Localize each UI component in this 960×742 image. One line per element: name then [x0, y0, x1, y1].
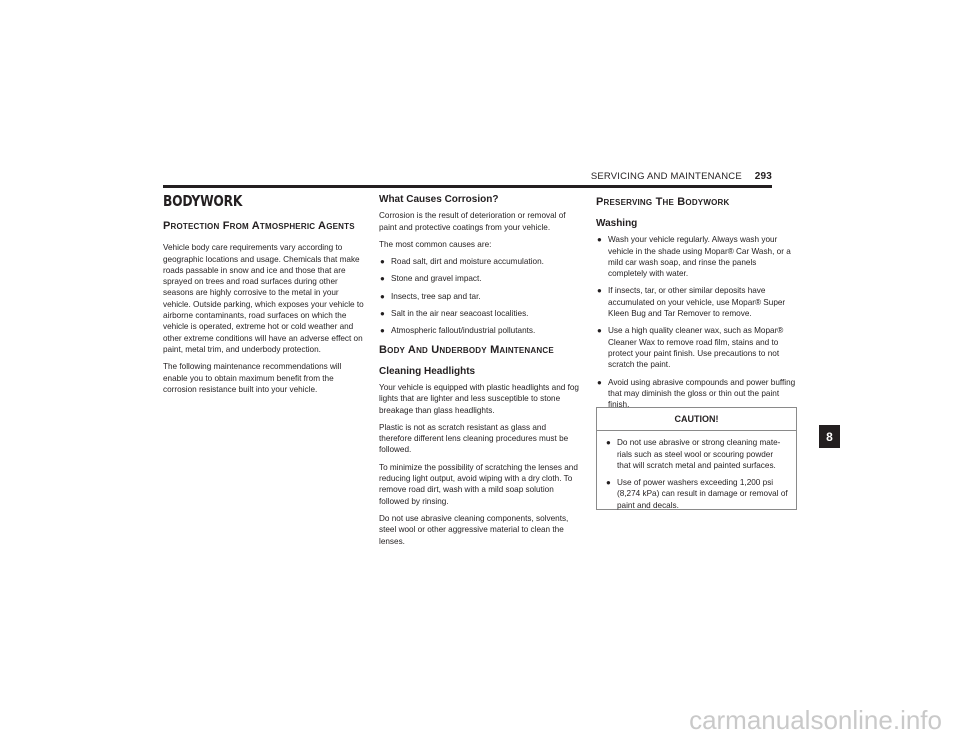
list-item: ● Use a high quality cleaner wax, such as Mopar® Cleaner Wax to remove road film, stains and to protect your paint finish. Use precautions to not scratch the paint.	[597, 326, 784, 370]
column-3	[596, 192, 797, 416]
caution-list	[605, 437, 788, 511]
bullet-icon: ●	[606, 438, 611, 448]
list-item: ● Road salt, dirt and moisture accumulation.	[380, 257, 544, 267]
paragraph: Do not use abrasive cleaning components, solvents, steel wool or other aggressive material to clean the lenses.	[379, 513, 569, 546]
bullet-icon: ●	[597, 377, 602, 387]
paragraph: The following maintenance recommendations will enable you to obtain maximum benefit from the corrosion resistance built into your vehicle.	[163, 362, 342, 394]
paragraph: To minimize the possibility of scratching the lenses and reducing light output, avoid wiping with a dry cloth. To remove road dirt, wash with a mild soap solution followed by rinsing.	[379, 462, 578, 506]
bullet-icon: ●	[597, 286, 602, 296]
bullet-icon: ●	[380, 326, 385, 336]
column-1	[163, 192, 364, 401]
main-title: BODYWORK	[163, 192, 243, 210]
caution-box	[596, 407, 797, 510]
bullet-icon: ●	[380, 257, 385, 267]
caution-title: CAUTION!	[597, 408, 796, 431]
list-item: ● Avoid using abrasive compounds and power buffing that may diminish the gloss or thin out the paint finish.	[597, 377, 796, 410]
list-item: ● Insects, tree sap and tar.	[380, 291, 481, 301]
list-item: ● Atmospheric fallout/industrial pollutants.	[380, 326, 536, 336]
header-rule	[163, 185, 772, 188]
list-item: ● Use of power washers exceeding 1,200 psi (8,274 kPa) can result in damage or removal of paint and decals.	[606, 478, 788, 510]
subhead-cleaning-headlights: Cleaning Headlights	[379, 365, 476, 377]
page-header	[591, 171, 772, 182]
washing-list	[596, 234, 797, 410]
list-item: ● Do not use abrasive or strong cleaning mate-rials such as steel wool or scouring powder that will scratch metal and painted surfaces.	[606, 438, 781, 470]
causes-list	[379, 256, 581, 336]
paragraph: Your vehicle is equipped with plastic headlights and fog lights that are lighter and less susceptible to stone breakage than glass headlights.	[379, 382, 579, 415]
watermark-link[interactable]: carmanualsonline.info	[689, 705, 942, 735]
list-item: ● Salt in the air near seacoast localities.	[380, 309, 529, 319]
list-item: ● If insects, tar, or other similar deposits have accumulated on your vehicle, use Mopar® Super Kleen Bug and Tar Remover to remove.	[597, 286, 786, 319]
paragraph: Vehicle body care requirements vary according to geographic locations and usage. Chemicals that make roads passable in snow and ice and those that are sprayed on trees and road surfaces during other seasons are highly corrosive to the metal in your vehicle. Outside parking, which exposes your vehicle to airborne contaminants, road surfaces on which the vehicle is operated, extreme hot or cold weather and other extreme conditions will have an adverse effect on paint, metal trim, and underbody protection.	[163, 243, 364, 354]
section-title-preserving: Preserving The Bodywork	[596, 196, 730, 208]
paragraph: The most common causes are:	[379, 239, 492, 249]
paragraph: Plastic is not as scratch resistant as glass and therefore different lens cleaning procedures must be followed.	[379, 422, 569, 455]
bullet-icon: ●	[380, 291, 385, 301]
list-item: ● Stone and gravel impact.	[380, 274, 482, 284]
paragraph: Corrosion is the result of deterioration or removal of paint and protective coatings from your vehicle.	[379, 211, 566, 232]
subhead-corrosion: What Causes Corrosion?	[379, 194, 499, 205]
bullet-icon: ●	[597, 235, 602, 245]
column-2	[379, 192, 581, 553]
header-section-title: SERVICING AND MAINTENANCE	[590, 171, 742, 182]
list-item: ● Wash your vehicle regularly. Always wash your vehicle in the shade using Mopar® Car Wash, or a mild car wash soap, and rinse the panels completely with water.	[597, 235, 791, 279]
section-title-protection: Protection From Atmospheric Agents	[163, 220, 355, 233]
chapter-tab: 8	[819, 425, 840, 448]
bullet-icon: ●	[380, 309, 385, 319]
subhead-washing: Washing	[596, 218, 638, 229]
bullet-icon: ●	[597, 326, 602, 336]
bullet-icon: ●	[606, 478, 611, 488]
section-title-body-maintenance: Body And Underbody Maintenance	[379, 343, 554, 356]
bullet-icon: ●	[380, 274, 385, 284]
page-number: 293	[754, 171, 772, 182]
